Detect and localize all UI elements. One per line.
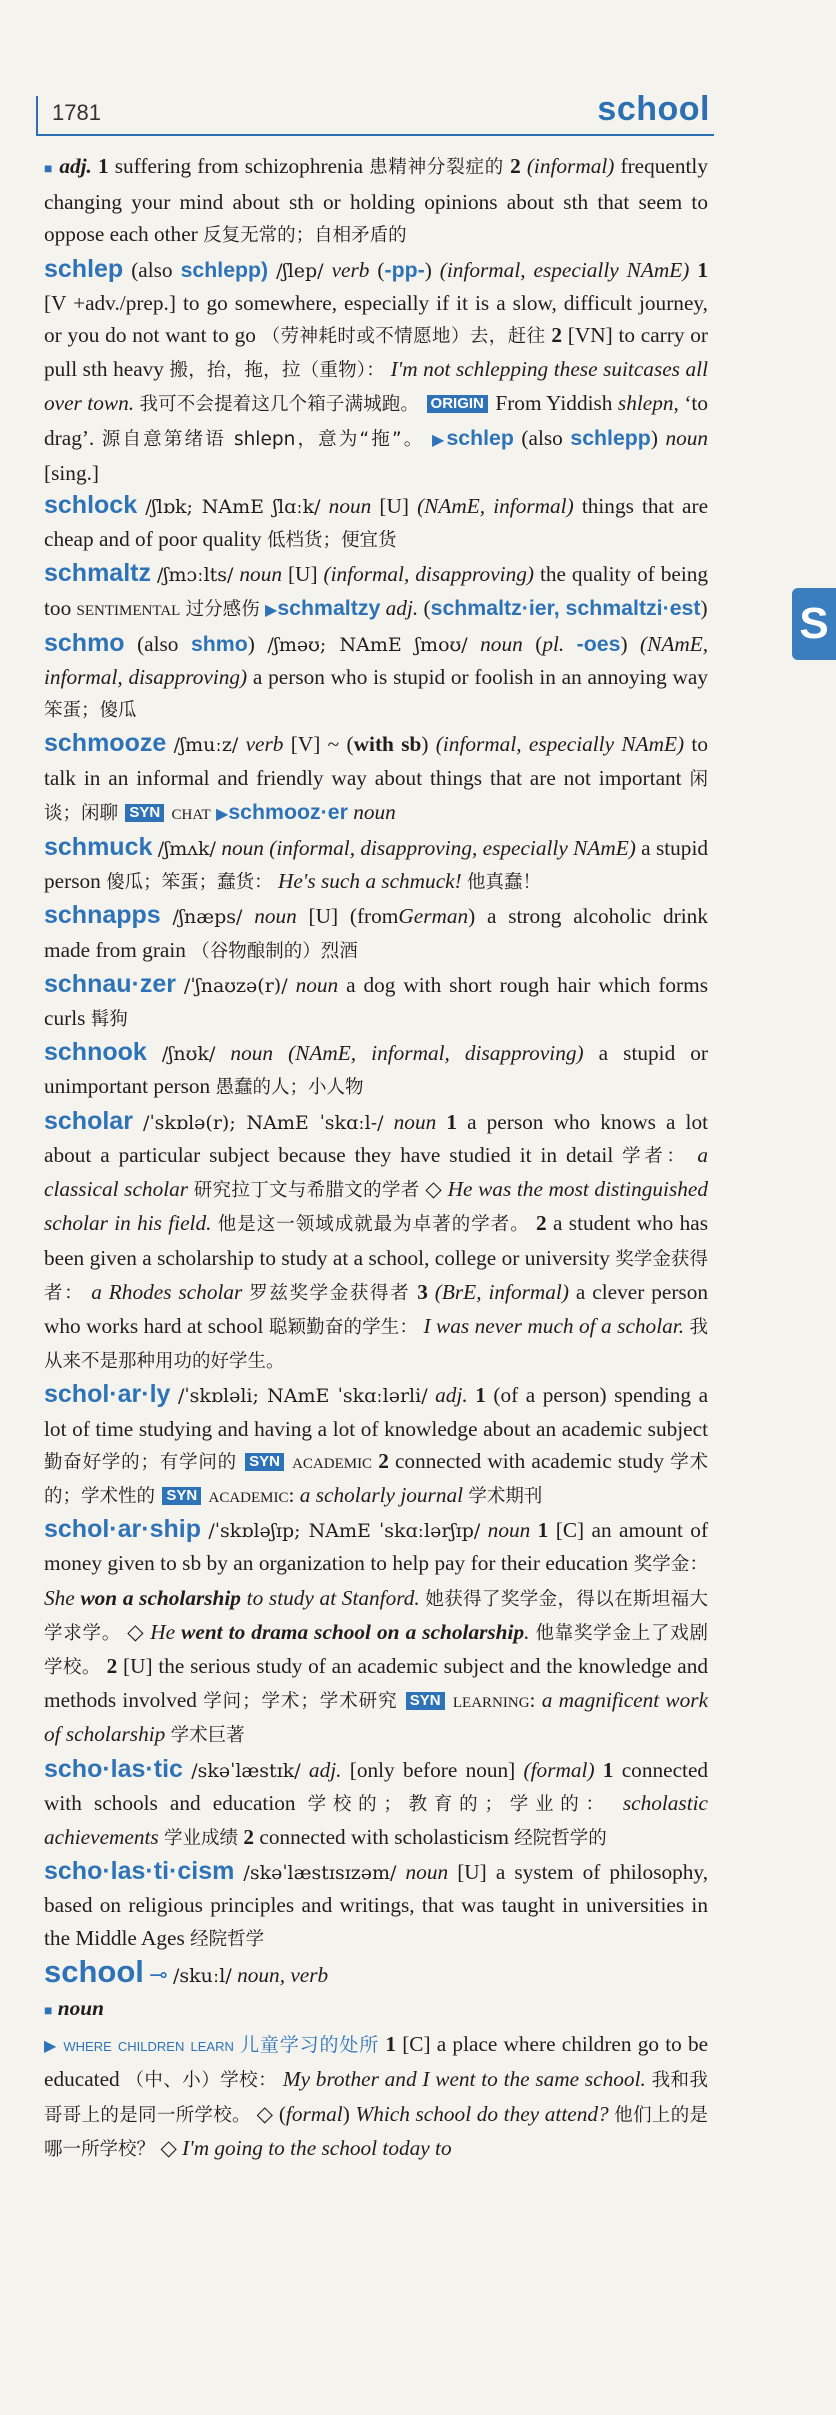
- square-bullet-icon: ■: [44, 2003, 53, 2019]
- page-header: [36, 88, 714, 136]
- section-arrow-icon: ▶: [44, 2038, 58, 2056]
- cross-reference-arrow-icon: ▶: [216, 805, 229, 823]
- entry-scholarship: schol·ar·ship /ˈskɒləʃɪp; NAmE ˈskɑːlərʃɪp/ noun 1 [C] an amount of money given to sb by an organization to help pay for their education 奖学金： She won a scholarship to study at Stanford. 她获得了奖学金，得以在斯坦福大学求学。 ◇ He went to drama school on a scholarship. 他靠奖学金上了戏剧学校。 2 [U] the serious study of an academic subject and the knowledge and methods involved 学问；学术；学术研究 SYN learning: a magnificent work of scholarship 学术巨著: [44, 1515, 709, 1747]
- headword: school: [44, 1953, 144, 1989]
- headword: schmo: [44, 628, 125, 657]
- entry-schmuck: schmuck /ʃmʌk/ noun (informal, disapproving, especially NAmE) a stupid person 傻瓜；笨蛋；蠢货： He's such a schmuck! 他真蠢！: [44, 833, 709, 894]
- headword: schnau·zer: [44, 969, 176, 998]
- headword: schol·ar·ly: [44, 1380, 171, 1409]
- sense-where-children-learn: ▶ where children learn 儿童学习的处所 1 [C] a place where children go to be educated （中、小）学校： My brother and I went to the same school. 我和我哥哥上的是同一所学校。 ◇ (formal) Which school do they attend? 他们上的是哪一所学校？ ◇ I'm going to the school today to: [44, 2032, 709, 2160]
- headword: schmuck: [44, 833, 153, 862]
- headword: schmaltz: [44, 559, 151, 588]
- synonym-label: SYN: [125, 804, 164, 822]
- headword: scho·las·ti·cism: [44, 1857, 235, 1886]
- headword: schnapps: [44, 901, 161, 930]
- entry-schizophrenic-cont: ■ adj. 1 suffering from schizophrenia 患精神分裂症的 2 (informal) frequently changing your mind about sth or holding opinions about sth that seem to oppose each other 反复无常的；自相矛盾的: [44, 154, 709, 247]
- entry-schmooze: schmooze /ʃmuːz/ verb [V] ~ (with sb) (informal, especially NAmE) to talk in an informal and friendly way about things that are not important 闲谈；闲聊 SYN chat ▶schmooz·er noun: [44, 729, 708, 824]
- headword: schol·ar·ship: [44, 1515, 201, 1544]
- cross-reference-arrow-icon: ▶: [265, 601, 278, 619]
- synonym-label: SYN: [162, 1487, 201, 1505]
- entry-schnauzer: schnau·zer /ˈʃnaʊzə(r)/ noun a dog with short rough hair which forms curls 髯狗: [44, 969, 708, 1031]
- key-icon: ⊸: [149, 1962, 168, 1988]
- running-head: school: [597, 90, 710, 128]
- headword: scho·las·tic: [44, 1754, 183, 1783]
- entry-scholastic: scho·las·tic /skəˈlæstɪk/ adj. [only before noun] (formal) 1 connected with schools and education 学校的；教育的；学业的： scholastic achievements 学业成绩 2 connected with scholasticism 经院哲学的: [44, 1754, 709, 1849]
- entry-scholarly: schol·ar·ly /ˈskɒləli; NAmE ˈskɑːlərli/ adj. 1 (of a person) spending a lot of time studying and having a lot of knowledge about an academic subject 勤奋好学的；有学问的 SYN academic 2 connected with academic study 学术的；学术性的 SYN academic: a scholarly journal 学术期刊: [44, 1380, 709, 1507]
- page-number: 1781: [52, 100, 101, 125]
- headword: schlep: [44, 254, 124, 283]
- entry-schmo: schmo (also shmo) /ʃməʊ; NAmE ʃmoʊ/ noun (pl. -oes) (NAmE, informal, disapproving) a person who is stupid or foolish in an annoying way 笨蛋；傻瓜: [44, 628, 709, 722]
- cross-reference-arrow-icon: ▶: [431, 431, 447, 449]
- pos-block-noun: ■ noun: [44, 1995, 104, 2020]
- headword: schmooze: [44, 729, 167, 758]
- entry-schmaltz: schmaltz /ʃmɔːlts/ noun [U] (informal, disapproving) the quality of being too sentimental 过分感伤 ▶schmaltzy adj. (schmaltz·ier, schmaltzi·est): [44, 559, 709, 620]
- headword: scholar: [44, 1106, 133, 1135]
- thumb-index-tab[interactable]: S: [792, 588, 836, 660]
- entry-schlep: schlep (also schlepp) /ʃlep/ verb (-pp-) (informal, especially NAmE) 1 [V +adv./prep.] to go somewhere, especially if it is a slow, difficult journey, or you do not want to go （劳神耗时或不情愿地）去，赶往 2 [VN] to carry or pull sth heavy 搬，抬，拖，拉（重物）： I'm not schlepping these suitcases all over town. 我可不会提着这几个箱子满城跑。 ORIGIN From Yiddish shlepn, ‘to drag’. 源自意第绪语 shlepn，意为“拖”。 ▶schlep (also schlepp) noun [sing.]: [44, 254, 709, 485]
- synonym-label: SYN: [245, 1453, 284, 1471]
- headword: schnook: [44, 1038, 147, 1067]
- entry-scholasticism: scho·las·ti·cism /skəˈlæstɪsɪzəm/ noun [U] a system of philosophy, based on religious principles and writings, that was taught in universities in the Middle Ages 经院哲学: [44, 1857, 709, 1950]
- entry-scholar: scholar /ˈskɒlə(r); NAmE ˈskɑːl-/ noun 1 a person who knows a lot about a particular subject because they have studied it in detail 学者： a classical scholar 研究拉丁文与希腊文的学者 ◇ He was the most distinguished scholar in his field. 他是这一领域成就最为卓著的学者。 2 a student who has been given a scholarship to study at a school, college or university 奖学金获得者： a Rhodes scholar 罗兹奖学金获得者 3 (BrE, informal) a clever person who works hard at school 聪颖勤奋的学生： I was never much of a scholar. 我从来不是那种用功的好学生。: [44, 1106, 709, 1373]
- entry-schnook: schnook /ʃnʊk/ noun (NAmE, informal, disapproving) a stupid or unimportant person 愚蠢的人；小人物: [44, 1038, 709, 1099]
- synonym-label: SYN: [406, 1692, 445, 1710]
- entry-schlock: schlock /ʃlɒk; NAmE ʃlɑːk/ noun [U] (NAmE, informal) things that are cheap and of poor quality 低档货；便宜货: [44, 491, 709, 552]
- entry-schnapps: schnapps /ʃnæps/ noun [U] (fromGerman) a strong alcoholic drink made from grain （谷物酿制的）烈酒: [44, 901, 708, 962]
- headword: schlock: [44, 491, 138, 520]
- header-rule: [36, 96, 38, 136]
- dictionary-text: [44, 150, 708, 2166]
- entry-school: school ⊸ /skuːl/ noun, verb: [44, 1953, 329, 1989]
- origin-label: ORIGIN: [427, 395, 488, 413]
- square-bullet-icon: ■: [44, 162, 54, 177]
